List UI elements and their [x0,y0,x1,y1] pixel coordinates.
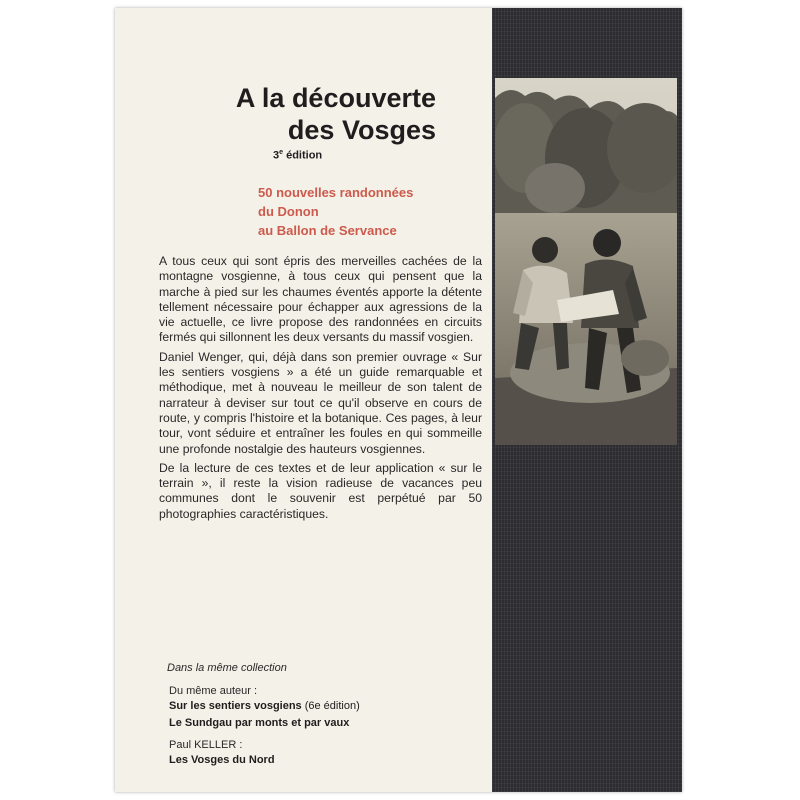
subtitle-line-1: 50 nouvelles randonnées [258,185,414,200]
related-book-1-title: Sur les sentiers vosgiens [169,700,302,712]
subtitle [258,183,413,240]
subtitle-line-2: du Donon [258,204,319,219]
subtitle-line-3: au Ballon de Servance [258,223,397,238]
related-book-3: Les Vosges du Nord [169,754,275,766]
blurb-paragraph-1: A tous ceux qui sont épris des merveilles cachées de la montagne vosgienne, à tous ceux qui pensent que la marche à pied sur les chaumes éventés apporte la détente tellement nécessaire pour échapper aux agressions de la vie actuelle, ce livre propose des randonnées en circuits fermés qui sillonnent les deux versants du massif vosgien. [159,254,482,345]
edition-number: 3 [273,149,280,162]
blurb-paragraph-3: De la lecture de ces textes et de leur application « sur le terrain », il reste la vision radieuse de vacances peu communes dont le souvenir est perpétué par 50 photographies caractéristiques. [159,460,482,521]
same-author-label: Du même auteur : [169,685,258,697]
title-line-2: des Vosges [287,115,436,145]
other-author-label: Paul KELLER : [169,739,243,751]
edition-label [273,149,322,162]
related-book-2: Le Sundgau par monts et par vaux [169,717,350,729]
blurb-paragraph-2: Daniel Wenger, qui, déjà dans son premier ouvrage « Sur les sentiers vosgiens » a été un guide remarquable et méthodique, met à nouveau le meilleur de son talent de narrateur à deviser sur tout ce qu'il observe en cours de route, y compris l'histoire et la botanique. Ces pages, à leur tour, vont séduire et entraîner les foules en qui sommeille une profonde nostalgie des hauteurs vosgiennes. [159,349,482,456]
collection-label: Dans la même collection [167,662,287,674]
book-title [236,82,436,146]
title-line-1: A la découverte [235,83,436,113]
book-back-cover [115,8,682,792]
hikers-photo [495,78,677,445]
edition-superscript: e [279,149,284,156]
blurb-text [159,254,482,526]
edition-word: édition [283,149,323,162]
related-book-1 [169,700,360,712]
related-book-1-edition: (6e édition) [301,700,360,712]
